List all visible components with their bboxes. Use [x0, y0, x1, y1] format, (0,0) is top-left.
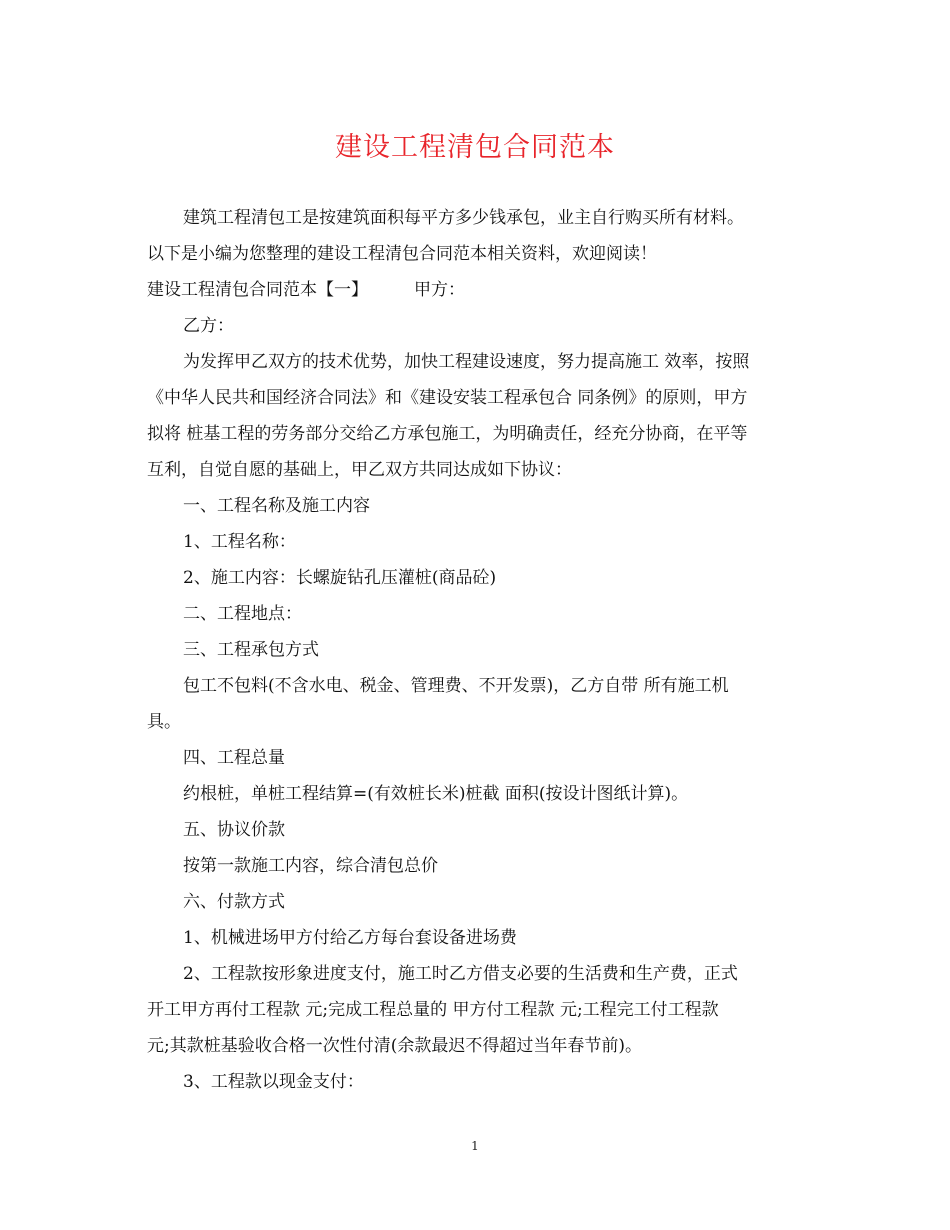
- section-1-heading: 一、工程名称及施工内容: [183, 496, 370, 516]
- section-6-item-2-line-1: 2、工程款按形象进度支付，施工时乙方借支必要的生活费和生产费，正式: [183, 964, 738, 984]
- section-6-item-2-line-2: 开工甲方再付工程款 元;完成工程总量的 甲方付工程款 元;工程完工付工程款: [147, 1000, 719, 1020]
- section-4-line-1: 约根桩，单桩工程结算=(有效桩长米)桩截 面积(按设计图纸计算)。: [183, 784, 689, 804]
- section-3-heading: 三、工程承包方式: [183, 640, 319, 660]
- section-1-item-2: 2、施工内容：长螺旋钻孔压灌桩(商品砼): [183, 568, 497, 588]
- intro-line-2: 以下是小编为您整理的建设工程清包合同范本相关资料，欢迎阅读！: [147, 244, 657, 264]
- section-heading-line: [147, 272, 807, 308]
- purpose-line-4: 互利，自觉自愿的基础上，甲乙双方共同达成如下协议：: [147, 460, 572, 480]
- purpose-line-1: 为发挥甲乙双方的技术优势，加快工程建设速度，努力提高施工 效率，按照: [183, 352, 750, 372]
- page-number: 1: [471, 1139, 479, 1153]
- party-a-label: 甲方：: [414, 280, 465, 300]
- intro-line-1: 建筑工程清包工是按建筑面积每平方多少钱承包，业主自行购买所有材料。: [183, 208, 744, 228]
- section-5-heading: 五、协议价款: [183, 820, 285, 840]
- section-3-line-2: 具。: [147, 712, 181, 732]
- document-title: 建设工程清包合同范本: [335, 132, 615, 163]
- section-1-item-1: 1、工程名称：: [183, 532, 296, 552]
- party-b-label: 乙方：: [183, 316, 234, 336]
- section-5-line-1: 按第一款施工内容，综合清包总价: [183, 856, 438, 876]
- section-3-line-1: 包工不包料(不含水电、税金、管理费、不开发票)，乙方自带 所有施工机: [183, 676, 729, 696]
- section-6-heading: 六、付款方式: [183, 892, 285, 912]
- purpose-line-2: 《中华人民共和国经济合同法》和《建设安装工程承包合 同条例》的原则，甲方: [147, 388, 748, 408]
- document-body: [147, 200, 807, 1100]
- section-6-item-3: 3、工程款以现金支付：: [183, 1072, 364, 1092]
- section-2-heading: 二、工程地点：: [183, 604, 302, 624]
- section-6-item-2-line-3: 元;其款桩基验收合格一次性付清(余款最迟不得超过当年春节前)。: [147, 1036, 642, 1056]
- section-6-item-1: 1、机械进场甲方付给乙方每台套设备进场费: [183, 928, 517, 948]
- section-heading: 建设工程清包合同范本【一】: [147, 280, 368, 300]
- section-4-heading: 四、工程总量: [183, 748, 285, 768]
- purpose-line-3: 拟将 桩基工程的劳务部分交给乙方承包施工，为明确责任，经充分协商，在平等: [147, 424, 748, 444]
